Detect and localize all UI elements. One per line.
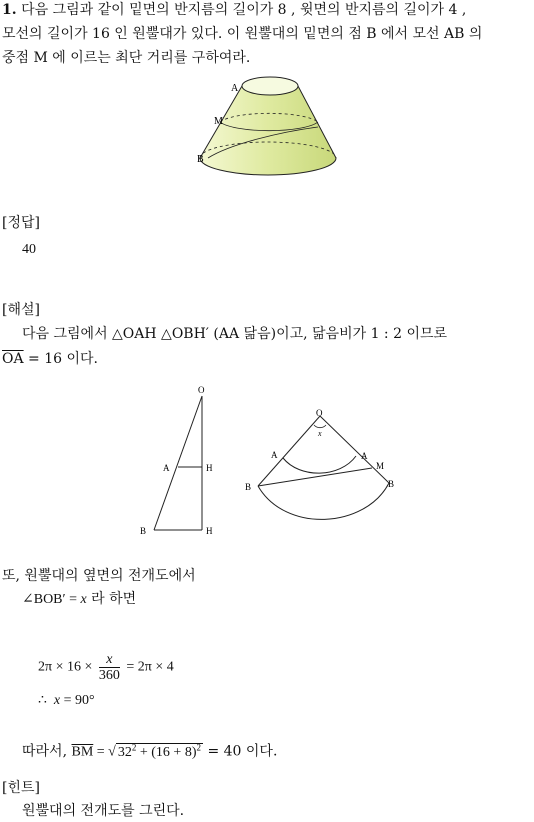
problem-number: 1. (2, 2, 17, 18)
final-radicand (116, 743, 203, 760)
similar-triangle-figure (135, 380, 225, 540)
therefore-variable: x (53, 693, 61, 708)
problem-line-3: 중점 M 에 이르는 최단 거리를 구하여라. (2, 50, 251, 66)
frustum-label-b: B (197, 154, 204, 165)
final-equals-root: = √ (93, 744, 116, 760)
solution-line-4-rest: 라 하면 (86, 591, 137, 607)
segment-oa: $\overline{OA}$ (2, 351, 24, 367)
solution-line-3: 또, 원뿔대의 옆면의 전개도에서 (2, 568, 196, 584)
frustum-label-a: A (231, 83, 239, 94)
final-prefix: 따라서, (22, 743, 72, 760)
solution-line-2-rest: = 16 이다. (23, 351, 98, 367)
eq-left: 2π × 16 × (38, 659, 96, 675)
net-label-a2: A (361, 451, 368, 461)
frustum-label-m: M (214, 116, 223, 127)
eq-fraction (99, 652, 120, 683)
answer-value: 40 (22, 242, 36, 257)
sector-net-figure (240, 403, 410, 523)
tri-label-h2: H (206, 526, 213, 536)
frustum-figure (190, 72, 350, 202)
problem-line-1 (2, 0, 466, 20)
therefore-symbol: ∴ (38, 693, 47, 708)
radicand-a: 32 (117, 744, 132, 760)
tri-label-b: B (140, 526, 147, 536)
solution-line-1: 다음 그림에서 △OAH △OBH′ (AA 닮음)이고, 닮음비가 1 : 2 이므로 (22, 326, 448, 342)
solution-line-4 (22, 589, 136, 610)
net-label-b: B (245, 482, 252, 492)
solution-heading: [해설] (2, 302, 40, 318)
tri-label-a: A (163, 463, 170, 473)
final-suffix: = 40 이다. (203, 743, 278, 760)
hint-text: 원뿔대의 전개도를 그린다. (22, 803, 185, 819)
exponent-a: 2 (131, 742, 137, 752)
net-label-m: M (376, 461, 385, 471)
tri-label-h: H (206, 463, 213, 473)
angle-variable: x (80, 592, 87, 607)
final-line (22, 736, 277, 764)
therefore-rest: = 90° (60, 693, 95, 708)
arc-equation (38, 652, 174, 683)
net-label-b2: B (388, 479, 395, 489)
answer-heading: [정답] (2, 215, 40, 231)
problem-text-1: 다음 그림과 같이 밑면의 반지름의 길이가 8 , 윗면의 반지름의 길이가 4 , (21, 2, 467, 18)
therefore-line (38, 691, 95, 711)
net-label-a: A (271, 450, 278, 460)
exponent-b: 2 (196, 742, 201, 752)
angle-expression: ∠BOB′ = (22, 592, 81, 607)
net-label-o: O (316, 408, 323, 418)
radicand-b: + (16 + 8) (136, 744, 197, 760)
eq-denominator: 360 (98, 668, 120, 683)
problem-line-2: 모선의 길이가 16 인 원뿔대가 있다. 이 원뿔대의 밑면의 점 B 에서 모선 AB 의 (2, 26, 483, 42)
hint-heading: [힌트] (2, 780, 40, 796)
tri-label-o: O (198, 385, 205, 395)
segment-bm: $\overline{BM}$ (71, 744, 94, 760)
net-label-x: x (318, 429, 322, 438)
solution-line-2 (2, 349, 98, 369)
eq-numerator: x (99, 652, 120, 668)
eq-right: = 2π × 4 (122, 659, 174, 675)
